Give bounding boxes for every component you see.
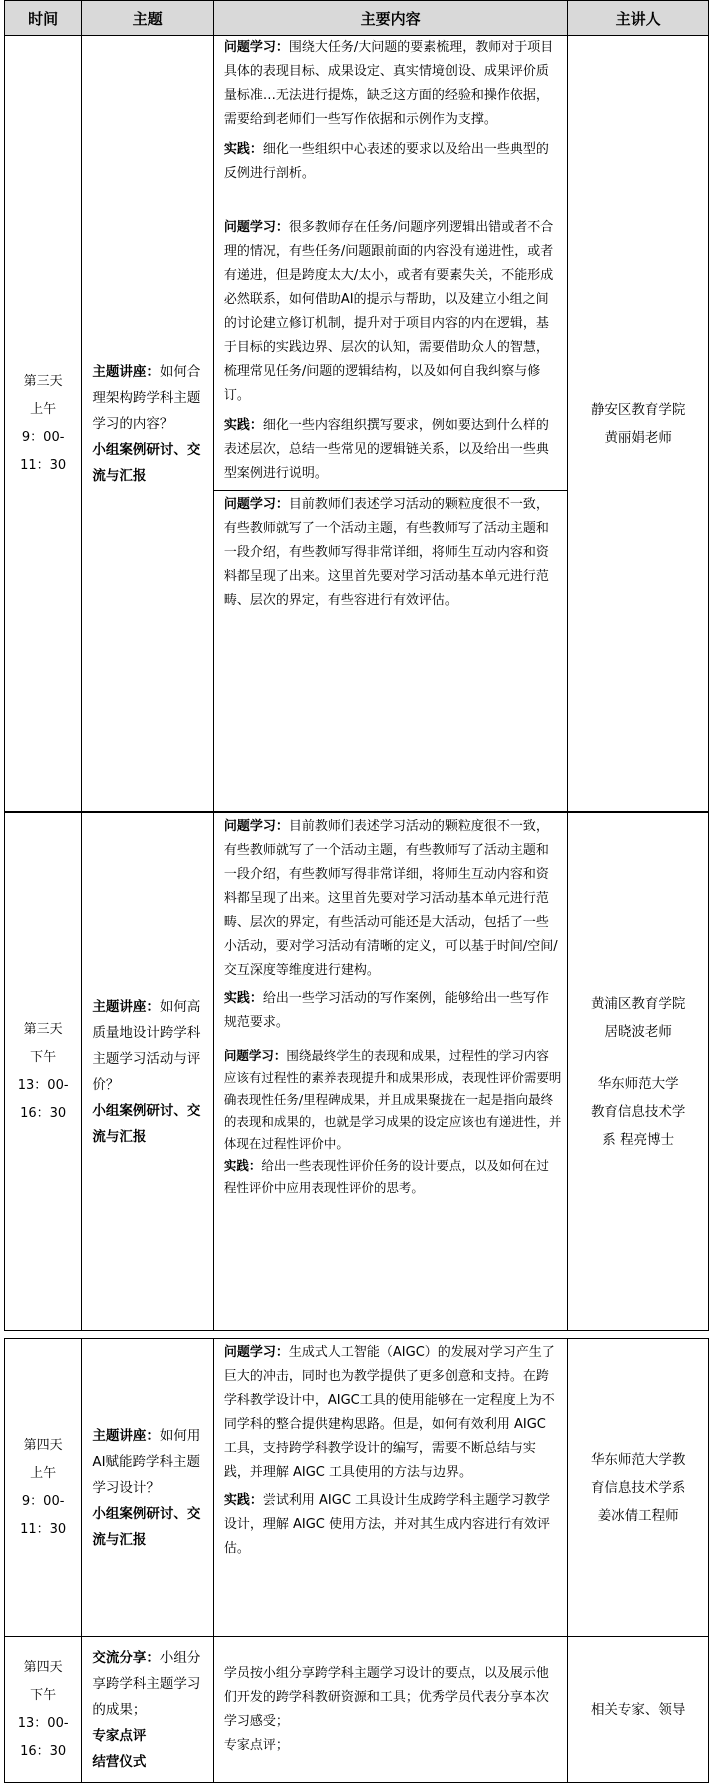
lecturer-line: 居晓波老师	[604, 1023, 672, 1040]
content-text: 目前教师们表述学习活动的颗粒度很不一致，有些教师就写了一个活动主题，有些教师写了活动主题和一段介绍，有些教师写得非常详细，将师生互动内容和资料都呈现了出来。这里首先要对学习活动基本单元进行范畴、层次的界定，有些容进行有效评估。	[223, 497, 549, 608]
content-text: 目前教师们表述学习活动的颗粒度很不一致，有些教师就写了一个活动主题，有些教师写了活动主题和一段介绍，有些教师写得非常详细，将师生互动内容和资料都呈现了出来。这里首先要对学习活动基本单元进行范畴、层次的界定，有些活动可能还是大活动，包括了一些小活动，要对学习活动有清晰的定义，可以基于时间/空间/交互深度等维度进行建构。	[223, 819, 558, 978]
lecturer-cell	[568, 813, 709, 1331]
topic-extra: 结营仪式	[92, 1753, 147, 1770]
content-text: 细化一些内容组织撰写要求，例如要达到什么样的表述层次，总结一些常见的逻辑链关系，以及给出一些典型案例进行说明。	[223, 418, 549, 481]
schedule-table-2	[4, 812, 709, 1331]
topic-label: 主题讲座：	[92, 1427, 160, 1444]
content-label: 问题学习：	[223, 1048, 287, 1063]
content-label: 问题学习：	[223, 40, 289, 55]
table-header-row	[5, 1, 709, 36]
lecturer-line: 华东师范大学教	[590, 1451, 686, 1468]
time-cell	[5, 813, 82, 1331]
header-time: 时间	[5, 1, 82, 36]
content-text: 专家点评；	[223, 1737, 289, 1753]
header-lecturer: 主讲人	[568, 1, 709, 36]
content-text: 给出一些表现性评价任务的设计要点，以及如何在过程性评价中应用表现性评价的思考。	[223, 1158, 549, 1195]
table-row	[5, 36, 709, 812]
content-text: 给出一些学习活动的写作案例，能够给出一些写作规范要求。	[223, 991, 549, 1030]
time-cell	[5, 36, 82, 812]
content-label: 实践：	[223, 142, 263, 157]
table-row	[5, 1339, 709, 1637]
time-day: 第四天	[23, 1437, 63, 1453]
content-label: 问题学习：	[223, 819, 289, 834]
lecturer-line: 相关专家、领导	[590, 1701, 686, 1718]
time-cell	[5, 1339, 82, 1637]
topic-cell	[82, 813, 214, 1331]
topic-extra: 小组案例研讨、交流与汇报	[92, 1505, 201, 1548]
time-end: 11：30	[20, 457, 67, 473]
time-end: 11：30	[20, 1521, 67, 1537]
lecturer-line: 静安区教育学院	[590, 401, 686, 418]
lecturer-line: 华东师范大学	[597, 1075, 679, 1092]
content-label: 问题学习：	[223, 220, 289, 235]
lecturer-line: 育信息技术学系	[590, 1479, 686, 1496]
topic-label: 主题讲座：	[92, 363, 160, 380]
content-text: 围绕最终学生的表现和成果，过程性的学习内容应该有过程性的素养表现提升和成果形成，表现性评价需要明确表现性任务/里程碑成果，并且成果聚拢在一起是指向最终的表现和成果的，也就是学习成果的设定应该也有递进性，并体现在过程性评价中。	[223, 1048, 562, 1151]
lecturer-line: 系 程亮博士	[602, 1131, 675, 1148]
time-day: 第三天	[23, 1021, 63, 1037]
time-end: 16：30	[20, 1105, 67, 1121]
time-period: 下午	[30, 1049, 57, 1065]
lecturer-cell	[568, 1637, 709, 1783]
content-cell	[213, 36, 568, 812]
content-text: 尝试利用 AIGC 工具设计生成跨学科主题学习教学设计，理解 AIGC 使用方法，并对其生成内容进行有效评估。	[223, 1493, 551, 1556]
content-label: 实践：	[223, 418, 263, 433]
content-label: 问题学习：	[223, 1345, 289, 1360]
topic-extra: 小组案例研讨、交流与汇报	[92, 1102, 201, 1145]
header-topic: 主题	[82, 1, 214, 36]
content-text: 细化一些组织中心表述的要求以及给出一些典型的反例进行剖析。	[223, 142, 549, 181]
topic-text: 如何高质量地设计跨学科主题学习活动与评价？	[92, 998, 201, 1093]
lecturer-line: 姜冰倩工程师	[597, 1507, 679, 1524]
schedule-table-1	[4, 0, 709, 812]
content-text: 生成式人工智能（AIGC）的发展对学习产生了巨大的冲击，同时也为教学提供了更多创意和支持。在跨学科教学设计中，AIGC工具的使用能够在一定程度上为不同学科的整合提供建构思路。但是，如何有效利用 AIGC 工具，支持跨学科教学设计的编写，需要不断总结与实践，并理解 AIGC 工具使用的方法与边界。	[223, 1345, 555, 1480]
schedule-table-3	[4, 1338, 709, 1783]
topic-text: 小组分享跨学科主题学习的成果；	[92, 1649, 201, 1718]
time-period: 下午	[30, 1687, 57, 1703]
lecturer-line: 黄浦区教育学院	[590, 995, 686, 1012]
topic-cell	[82, 36, 214, 812]
lecturer-cell	[568, 36, 709, 812]
content-label: 实践：	[223, 1493, 263, 1508]
time-start: 13：00-	[17, 1077, 69, 1093]
content-text: 围绕大任务/大问题的要素梳理，教师对于项目具体的表现目标、成果设定、真实情境创设、成果评价质量标准…无法进行提炼，缺乏这方面的经验和操作依据，需要给到老师们一些写作依据和示例作为支撑。	[223, 40, 554, 127]
time-start: 9：00-	[21, 1493, 65, 1509]
lecturer-cell	[568, 1339, 709, 1637]
content-label: 问题学习：	[223, 497, 289, 512]
time-start: 9：00-	[21, 429, 65, 445]
content-text: 学员按小组分享跨学科主题学习设计的要点，以及展示他们开发的跨学科教研资源和工具；优秀学员代表分享本次学习感受；	[223, 1665, 549, 1729]
header-content: 主要内容	[213, 1, 568, 36]
content-label: 实践：	[223, 991, 263, 1006]
content-label: 实践：	[223, 1158, 262, 1173]
content-cell	[213, 1339, 568, 1637]
time-cell	[5, 1637, 82, 1783]
topic-extra: 小组案例研讨、交流与汇报	[92, 441, 201, 484]
lecturer-line: 黄丽娟老师	[604, 429, 672, 446]
time-day: 第四天	[23, 1659, 63, 1675]
table-row	[5, 1637, 709, 1783]
content-cell	[213, 813, 568, 1331]
topic-cell	[82, 1339, 214, 1637]
topic-label: 交流分享：	[92, 1649, 160, 1666]
content-text: 很多教师存在任务/问题序列逻辑出错或者不合理的情况，有些任务/问题跟前面的内容没有递进性，或者有递进，但是跨度太大/太小，或者有要素失关，不能形成必然联系，如何借助AI的提示与帮助，以及建立小组之间的讨论建立修订机制，提升对于项目内容的内在逻辑，基于目标的实践边界、层次的认知，需要借助众人的智慧，梳理常见任务/问题的逻辑结构，以及如何自我纠察与修订。	[223, 220, 554, 403]
table-row	[5, 813, 709, 1331]
time-period: 上午	[30, 1465, 57, 1481]
topic-cell	[82, 1637, 214, 1783]
time-period: 上午	[30, 401, 57, 417]
time-day: 第三天	[23, 373, 63, 389]
time-start: 13：00-	[17, 1715, 69, 1731]
topic-text: 如何用AI赋能跨学科主题学习设计？	[92, 1427, 201, 1496]
content-cell	[213, 1637, 568, 1783]
topic-label: 主题讲座：	[92, 998, 160, 1015]
lecturer-line: 教育信息技术学	[590, 1103, 686, 1120]
topic-text: 如何合理架构跨学科主题学习的内容？	[92, 363, 201, 432]
topic-extra: 专家点评	[92, 1727, 147, 1744]
time-end: 16：30	[20, 1743, 67, 1759]
